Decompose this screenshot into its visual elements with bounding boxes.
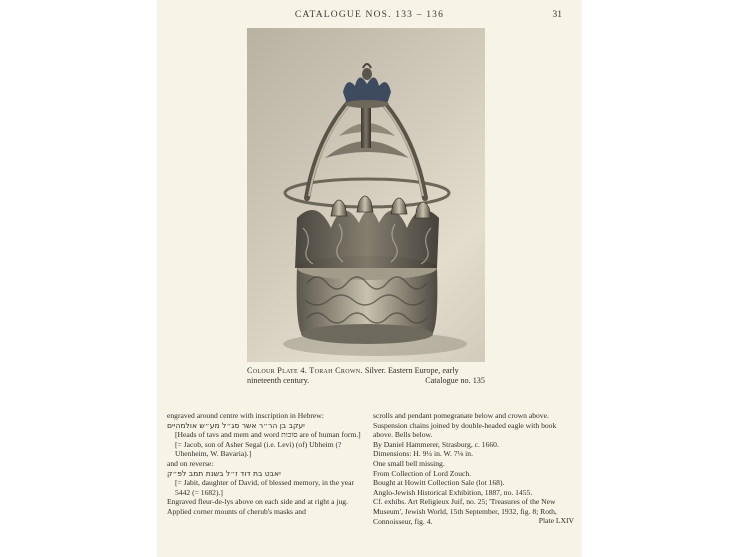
caption-lead: Colour Plate 4. Torah Crown. (247, 366, 363, 375)
left-paragraph: and on reverse: (167, 458, 214, 468)
hebrew-inscription-reverse: יאבט בת דוד ז״ל בשנת תמב לפ״ק (167, 468, 281, 478)
left-paragraph: [= Jacob, son of Asher Segal (i.e. Levi) (of) Ubheim (? Uhenheim, W. Bavaria).] (175, 439, 342, 459)
header-title: CATALOGUE NOS. 133 – 136 (294, 10, 445, 20)
right-text-column (373, 411, 574, 526)
page-number: 31 (552, 10, 562, 20)
caption-period: nineteenth century. (247, 376, 310, 385)
right-paragraph: By Daniel Hammerer, Strasburg, c. 1660. (373, 439, 499, 449)
catalogue-page (157, 0, 582, 557)
hebrew-inscription: יעקב בן הר״ר אשר סג״ל מע״ש אולמהיים (167, 420, 305, 430)
caption-line-1 (247, 366, 485, 376)
right-paragraph: Anglo-Jewish Historical Exhibition, 1887, no. 1455. (373, 487, 533, 497)
caption-catalogue-number: Catalogue no. 135 (425, 376, 485, 385)
torah-crown-photo (247, 28, 485, 362)
torah-crown-illustration (247, 28, 485, 362)
right-paragraph: One small bell missing. (373, 458, 445, 468)
right-paragraph: From Collection of Lord Zouch. (373, 468, 472, 478)
left-paragraph: [Heads of tavs and mem and word סוכות are of human form.] (175, 430, 361, 440)
right-paragraph: Bought at Howitt Collection Sale (lot 168). (373, 478, 505, 488)
caption-text: Silver. Eastern Europe, early (362, 366, 459, 375)
caption-line-2 (247, 376, 485, 386)
left-paragraph: [= Jabit, daughter of David, of blessed memory, in the year 5442 (= 1682).] (175, 478, 355, 497)
left-text-column (167, 411, 367, 517)
plate-label: Plate LXIV (538, 516, 574, 526)
left-paragraph: engraved around centre with inscription in Hebrew: (167, 411, 324, 420)
left-paragraph: Engraved fleur-de-lys above on each side and at right a jug. Applied corner mounts of cherub's masks and (167, 497, 348, 516)
right-paragraph: Dimensions: H. 9¼ in. W. 7⅛ in. (373, 449, 473, 459)
right-paragraph: scrolls and pendant pomegranate below and crown above. Suspension chains joined by double-headed eagle with book above. Bells below. (373, 411, 557, 440)
running-header (157, 10, 582, 24)
plate-caption (247, 366, 485, 386)
right-paragraph: Cf. exhibs. Art Religieux Juif, no. 25; 'Treasures of the New Museum', Jewish World, 15th September, 1932, fig. 8; Roth, Connoisseur, fig. 4. (373, 497, 557, 526)
